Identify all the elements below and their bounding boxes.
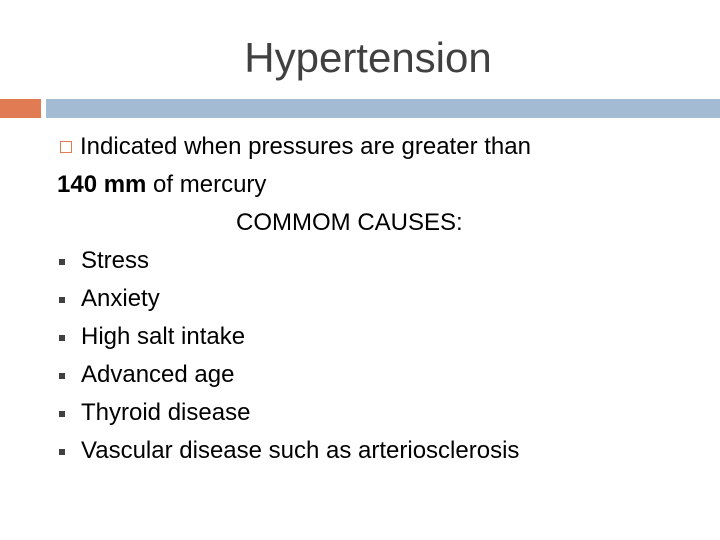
filled-square-icon xyxy=(59,297,65,303)
list-item xyxy=(57,242,697,280)
causes-list xyxy=(57,242,697,470)
filled-square-icon xyxy=(59,411,65,417)
list-item xyxy=(57,394,697,432)
header-divider-bar xyxy=(46,99,720,118)
cause-label: Vascular disease such as arteriosclerosis xyxy=(81,437,520,464)
filled-square-icon xyxy=(59,259,65,265)
list-item xyxy=(57,356,697,394)
hollow-square-icon xyxy=(60,141,72,153)
filled-square-icon xyxy=(59,335,65,341)
intro-text: Indicated when pressures are greater than xyxy=(80,133,531,160)
cause-label: Anxiety xyxy=(81,285,160,312)
intro-continuation xyxy=(57,166,697,204)
cause-label: Advanced age xyxy=(81,361,235,388)
pressure-threshold: 140 mm xyxy=(57,171,147,198)
list-item xyxy=(57,318,697,356)
list-item xyxy=(57,280,697,318)
intro-line xyxy=(57,128,697,166)
slide-title: Hypertension xyxy=(244,34,492,81)
causes-heading-colon: : xyxy=(456,209,463,236)
cause-label: Stress xyxy=(81,247,150,274)
cause-label: Thyroid disease xyxy=(81,399,251,426)
filled-square-icon xyxy=(59,373,65,379)
cause-label: High salt intake xyxy=(81,323,246,350)
filled-square-icon xyxy=(59,449,65,455)
header-accent-bar xyxy=(0,99,41,118)
causes-heading xyxy=(57,204,697,242)
list-item xyxy=(57,432,697,470)
slide-body xyxy=(57,128,697,470)
intro-rest: of mercury xyxy=(146,171,267,198)
causes-heading-text: COMMOM CAUSES xyxy=(236,209,457,236)
